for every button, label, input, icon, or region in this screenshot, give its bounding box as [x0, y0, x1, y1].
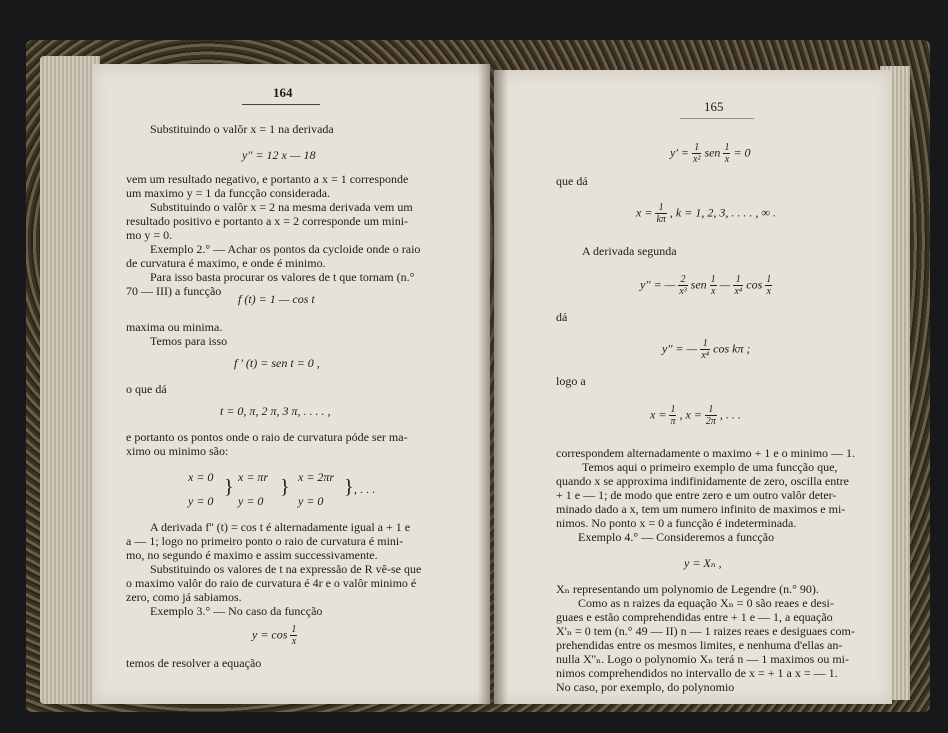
equation: x = $\frac{1}{\pi}$ , x = $\frac{1}{2\pi}$ , . . . [650, 404, 741, 427]
text-line: + 1 e — 1; de modo que entre zero e um outro valôr deter- [556, 488, 837, 502]
fraction: $\frac{1}{x}$ [291, 624, 297, 647]
case-y1: y = 0 [188, 494, 214, 508]
equation: f ' (t) = sen t = 0 , [234, 356, 320, 370]
text-line: Exemplo 4.° — Consideremos a funcção [578, 530, 775, 544]
equation: x = $\frac{1}{k\pi}$ , k = 1, 2, 3, . . . . , ∞ . [636, 202, 776, 225]
text-line: maxima ou minima. [126, 320, 223, 334]
equation-lhs: y = cos [252, 627, 288, 642]
text-line: o maximo valôr do raio de curvatura é 4r e o valôr minimo é [126, 576, 417, 590]
case-y2: y = 0 [238, 494, 264, 508]
case-y3: y = 0 [298, 494, 324, 508]
equation: t = 0, π, 2 π, 3 π, . . . . , [220, 404, 331, 418]
equation: f (t) = 1 — cos t [238, 292, 315, 306]
text-line: Para isso basta procurar os valores de t que tornam (n.° [150, 270, 415, 284]
text-line: que dá [556, 174, 588, 188]
header-rule [680, 118, 754, 119]
text-line: Xₙ representando um polynomio de Legendre (n.° 90). [556, 582, 819, 596]
case-x3: x = 2πr [298, 470, 335, 484]
text-line: logo a [556, 374, 586, 388]
text-line: o que dá [126, 382, 167, 396]
text-line: X'ₙ = 0 tem (n.° 49 — II) n — 1 raizes reaes e desiguaes com- [556, 624, 855, 638]
text-line: A derivada segunda [582, 244, 677, 258]
text-line: Substituindo o valôr x = 2 na mesma derivada vem um [150, 200, 413, 214]
text-line: correspondem alternadamente o maximo + 1 e o minimo — 1. [556, 446, 856, 460]
equation [252, 624, 297, 647]
header-rule [242, 104, 320, 105]
case-x2: x = πr [238, 470, 269, 484]
text-line: mo y = 0. [126, 228, 173, 242]
case-tail: , . . . [354, 482, 375, 496]
text-line: guaes e estão comprehendidas entre + 1 e — 1, a equação [556, 610, 833, 624]
text-line: Temos para isso [150, 334, 228, 348]
page-block-edge-left [40, 56, 100, 704]
text-line: quando x se approxima indifinidamente de zero, oscilla entre [556, 474, 849, 488]
text-line: um maximo y = 1 da funcção considerada. [126, 186, 331, 200]
equation: y = Xₙ , [684, 556, 722, 570]
text-line: e portanto os pontos onde o raio de curvatura póde ser ma- [126, 430, 408, 444]
equation: y'' = — $\frac{2}{\text{x³}}$ sen $\frac{1}{x}$ — $\frac{1}{\text{x⁴}}$ cos $\frac{1}{x}$ [640, 274, 772, 297]
text-line: temos de resolver a equação [126, 656, 262, 670]
text-line: No caso, por exemplo, do polynomio [556, 680, 735, 694]
text-line: ximo ou minimo são: [126, 444, 229, 458]
text-line: Substituindo o valôr x = 1 na derivada [150, 122, 334, 136]
text-line: Substituindo os valores de t na expressão de R vê-se que [150, 562, 422, 576]
text-line: prehendidas entre os mesmos limites, e nenhuma d'ellas an- [556, 638, 843, 652]
text-line: vem um resultado negativo, e portanto a x = 1 corresponde [126, 172, 409, 186]
right-page [494, 70, 892, 704]
text-line: nimos comprehendidos no intervallo de x = + 1 a x = — 1. [556, 666, 838, 680]
text-line: Como as n raizes da equação Xₙ = 0 são reaes e desi- [578, 596, 834, 610]
equation: y'' = 12 x — 18 [242, 148, 316, 162]
page-number: 165 [704, 99, 724, 114]
text-line: Exemplo 3.° — No caso da funcção [150, 604, 323, 618]
text-line: nimos. No ponto x = 0 a funcção é indeterminada. [556, 516, 797, 530]
equation: y'' = — $\frac{1}{\text{x⁴}}$ cos kπ ; [662, 338, 751, 361]
book-gutter [478, 60, 508, 708]
text-line: Temos aqui o primeiro exemplo de uma funcção que, [582, 460, 838, 474]
text-line: de curvatura é maximo, e onde é minimo. [126, 256, 326, 270]
text-line: dá [556, 310, 568, 324]
text-line: Exemplo 2.° — Achar os pontos da cycloide onde o raio [150, 242, 421, 256]
text-line: a — 1; logo no primeiro ponto o raio de curvatura é mini- [126, 534, 404, 548]
text-line: A derivada f'' (t) = cos t é alternadamente igual a + 1 e [150, 520, 411, 534]
left-page [92, 64, 490, 704]
text-line: mo, no segundo é maximo e assim successivamente. [126, 548, 378, 562]
equation: y' = $\frac{1}{\text{x²}}$ sen $\frac{1}{x}$ = 0 [670, 142, 751, 165]
page-number: 164 [273, 85, 293, 100]
text-line: 70 — III) a funcção [126, 284, 222, 298]
brace: } [224, 476, 234, 498]
text-line: minado dado a x, tem um numero infinito de maximos e mi- [556, 502, 846, 516]
text-line: zero, como já sabiamos. [126, 590, 242, 604]
text-line: resultado positivo e portanto a x = 2 corresponde um mini- [126, 214, 409, 228]
text-line: nulla X''ₙ. Logo o polynomio Xₙ terá n — 1 maximos ou mi- [556, 652, 850, 666]
case-x1: x = 0 [188, 470, 214, 484]
brace: } [344, 476, 354, 498]
brace: } [280, 476, 290, 498]
